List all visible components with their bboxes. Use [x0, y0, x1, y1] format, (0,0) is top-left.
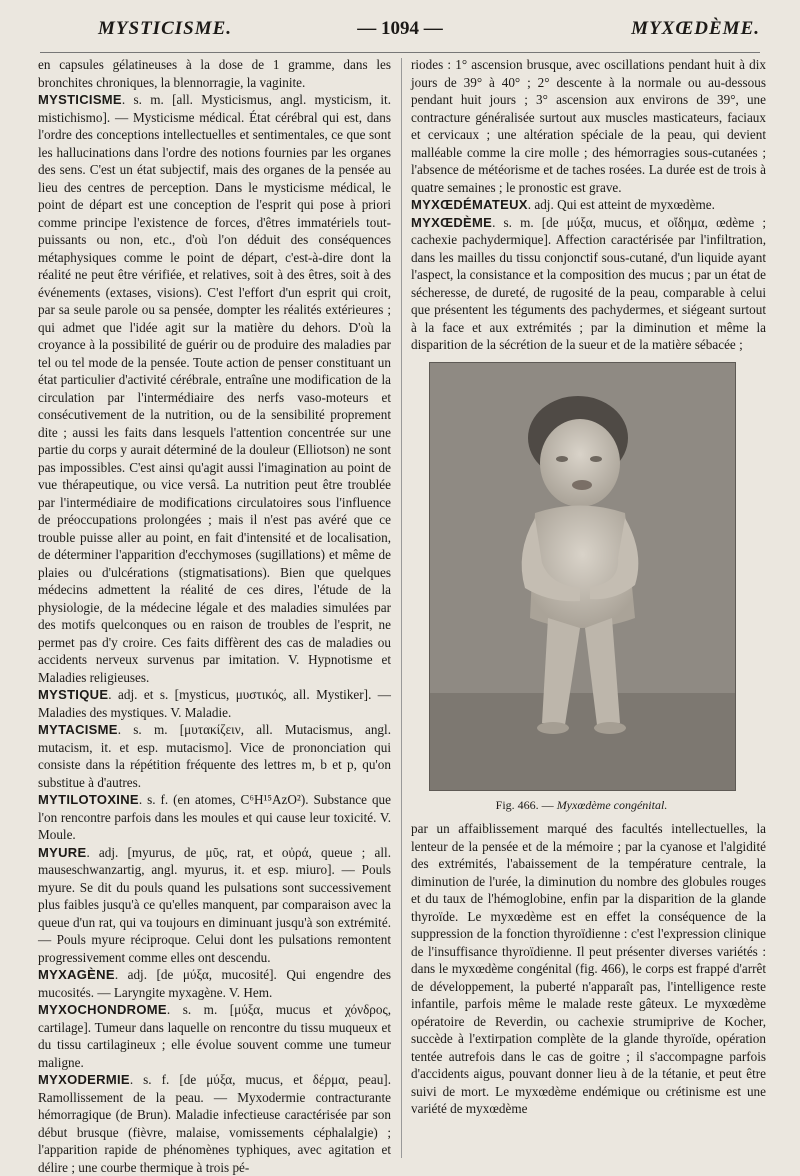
- entry-myxagene: MYXAGÈNE. adj. [de μύξα, mucosité]. Qui engendre des mucosités. — Laryngite myxagène. V. Hem.: [38, 967, 391, 1000]
- entry-myxoedemateux: MYXŒDÉMATEUX. adj. Qui est atteint de myxœdème.: [411, 197, 715, 212]
- headword: MYSTICISME: [38, 92, 122, 107]
- entry-continuation: par un affaiblissement marqué des facultés intellectuelles, la lenteur de la pensée et de la mémoire ; par la cyanose et l'algidité des extrémités, l'abaissement de la température centrale, la diminution de l'urée, la diminution du nombre des globules rouges et du taux de l'hémoglobine, enfin par la disparition de la glande thyroïde. Le myxœdème est en effet la conséquence de la suppression de la fonction thyroïdienne : c'est l'expression clinique de l'insuffisance thyroïdienne. Il peut présenter diverses variétés : dans le myxœdème congénital (fig. 466), le corps est frappé d'arrêt de développement, la puberté n'apparaît pas, l'intelligence reste infantile, parfois même le malade reste gâteux. Le myxœdème opératoire de Reverdin, ou cachexie strumiprive de Kocher, succède à l'extirpation complète de la glande thyroïde, opération tentée autrefois dans le cas de goitre ; il s'accompagne parfois d'accidents aigus, pouvant donner lieu à de la tétanie, et peut être suivi de mort. Le myxœdème endémique ou crétinisme est une variété de myxœdème: [411, 821, 766, 1116]
- entry-myure: MYURE. adj. [myurus, de μῦς, rat, et οὐρά, queue ; all. mauseschwanzartig, angl. myurus, it. et esp. miuro]. — Pouls myure. Se dit du pouls quand les pulsations sont successivement plus faibles jusqu'à ce qu'elles manquent, par comparaison avec la queue d'un rat, qui va toujours en diminuant jusqu'à son extrémité. — Pouls myure réciproque. Celui dont les pulsations remontent progressivement comme elles ont descendu.: [38, 844, 391, 965]
- headword: MYTACISME: [38, 722, 118, 737]
- entry-mysticisme: MYSTICISME. s. m. [all. Mysticismus, angl. mysticism, it. mistichismo]. — Mysticisme médical. État cérébral qui est, dans l'ordre des conceptions intellectuelles et sentimentales, ce que sont les hallucinations dans l'ordre des notions fournies par les organes des sens. C'est un état subjectif, mais des organes de la pensée au lieu des centres de perception. Dans le mysticisme médical, le point de départ est une conception de l'esprit qui pose à priori comme principe l'existence de forces, d'êtres immatériels tout-puissants ou non, etc., d'où l'on déduit des conséquences métaphysiques comme le point de départ, c'est-à-dire dont la réalité ne peut être vérifiée, et relatives, soit à des êtres, soit à des événements (extases, visions). C'est l'effort d'un esprit qui croit, par sa seule parole ou sa pensée, dompter les réalités extérieures ; qui admet que l'idée agit sur la matière du dehors. D'où la croyance à la possibilité de guérir ou de produire des maladies par tel ou tel mode de la pensée. Toute action de penser constituant un état particulier d'activité cérébrale, entraîne une modification de la circulation par l'intermédiaire des nerfs vaso-moteurs et consécutivement de la nutrition, ou de la sensibilité proprement dite ; aussi les faits dans lesquels l'attention concentrée sur une partie du corps y aurait déterminé de la douleur (Elliotson) ne sont pas impossibles. C'est ainsi qu'agit aussi l'imagination au point de vue thérapeutique, ou vice versâ. La nutrition peut être troublée par l'intermédiaire de modifications circulatoires sous l'influence de préoccupations prolongées ; mais il n'est pas avéré que ce trouble puisse aller au point, en fait d'intensité et de localisation, de déterminer l'apparition d'ecchymoses (sugillations) et même de plaies ou d'ulcérations (stigmatisations). Bien que quelques médecins admettent la réalité de ces dires, l'étude de la physiologie, de la médecine légale et des maladies simulées par des motifs quelconques ou en raison de troubles de l'esprit, ne permet pas d'y croire. Ces faits diffèrent des cas de maladies ou accidents nerveux survenus par imitation. V. Hypnotisme et Maladies religieuses.: [38, 92, 391, 685]
- headword: MYXOCHONDROME: [38, 1002, 167, 1017]
- header-rule: [40, 52, 760, 53]
- figure-466: [429, 362, 734, 815]
- headword: MYXŒDÈME: [411, 214, 493, 230]
- running-head: [40, 18, 760, 48]
- running-head-right: MYXŒDÈME.: [631, 18, 760, 39]
- entry-myxodermie: MYXODERMIE. s. f. [de μύξα, mucus, et δέρμα, peau]. Ramollissement de la peau. — Myxodermie contracturante hémorragique (de Brun). Maladie infectieuse caractérisée par son début brusque (fièvre, malaise, vomissements céphalalgie) ; l'apparition rapide de phénomènes typhiques, avec agitation et délire ; une courbe thermique à trois pé-: [38, 1072, 391, 1175]
- figure-caption: Fig. 466. — Myxœdème congénital.: [495, 797, 668, 812]
- headword: MYTILOTOXINE: [38, 792, 139, 807]
- photo-illustration: [430, 363, 735, 790]
- entry-continuation: en capsules gélatineuses à la dose de 1 gramme, dans les bronchites chroniques, la blennorragie, la vaginite.: [38, 57, 391, 90]
- running-head-left: MYSTICISME.: [98, 18, 233, 39]
- entry-mytilotoxine: MYTILOTOXINE. s. f. (en atomes, C⁶H¹⁵AzO²). Substance que l'on rencontre parfois dans les moules et qui cause leur toxicité. V. Moule.: [38, 792, 391, 842]
- page-number: — 1094 —: [357, 18, 443, 39]
- column-divider: [401, 58, 402, 1158]
- left-column: [38, 56, 391, 1175]
- headword: MYSTIQUE: [38, 687, 109, 702]
- entry-mytacisme: MYTACISME. s. m. [μυτακίζειν, all. Mutacismus, angl. mutacism, it. et esp. mutacismo]. Vice de prononciation qui consiste dans la répétition fréquente des lettres m, b et p, qu'on substitue à d'autres.: [38, 722, 391, 790]
- child-photograph: [429, 362, 736, 791]
- entry-myxochondrome: MYXOCHONDROME. s. m. [μύξα, mucus et χόνδρος, cartilage]. Tumeur dans laquelle on rencontre du tissu muqueux et du tissu cartilagineux ; elle évolue souvent comme une tumeur maligne.: [38, 1002, 391, 1070]
- headword: MYXODERMIE: [38, 1072, 130, 1087]
- entry-myxoedeme: MYXŒDÈME. s. m. [de μύξα, mucus, et οἴδημα, œdème ; cachexie pachydermique]. Affection caractérisée par l'infiltration, dans les mailles du tissu conjonctif sous-cutané, d'un liquide ayant l'aspect, la consistance et la composition des mucus ; par un état de sécheresse, de dureté, de rugosité de la peau, comparable à celui que présentent les téguments des pachydermes, et siégeant surtout à la face et aux extrémités ; par la diminution et même la disparition de la sécrétion de la sueur et de la matière sébacée ;: [411, 214, 766, 352]
- right-column: [411, 56, 766, 1156]
- entry-continuation: riodes : 1° ascension brusque, avec oscillations pendant huit à dix jours de 39° à 40° ; 2° descente à la normale ou au-dessous pendant huit jours ; 3° ascension aux environs de 39°, une contracture généralisée surtout aux muscles masticateurs, faciaux et cervicaux ; une altération spéciale de la peau, qui devient malléable comme la cire molle ; des hémorragies sous-cutanées ; l'absence de météorisme et de taches rosées. La durée est de trois à quatre semaines ; le pronostic est grave.: [411, 57, 766, 195]
- headword: MYXŒDÉMATEUX: [411, 197, 528, 212]
- headword: MYXAGÈNE: [38, 967, 115, 982]
- headword: MYURE: [38, 844, 87, 860]
- entry-mystique: MYSTIQUE. adj. et s. [mysticus, μυστικός, all. Mystiker]. — Maladies des mystiques. V. Maladie.: [38, 687, 391, 720]
